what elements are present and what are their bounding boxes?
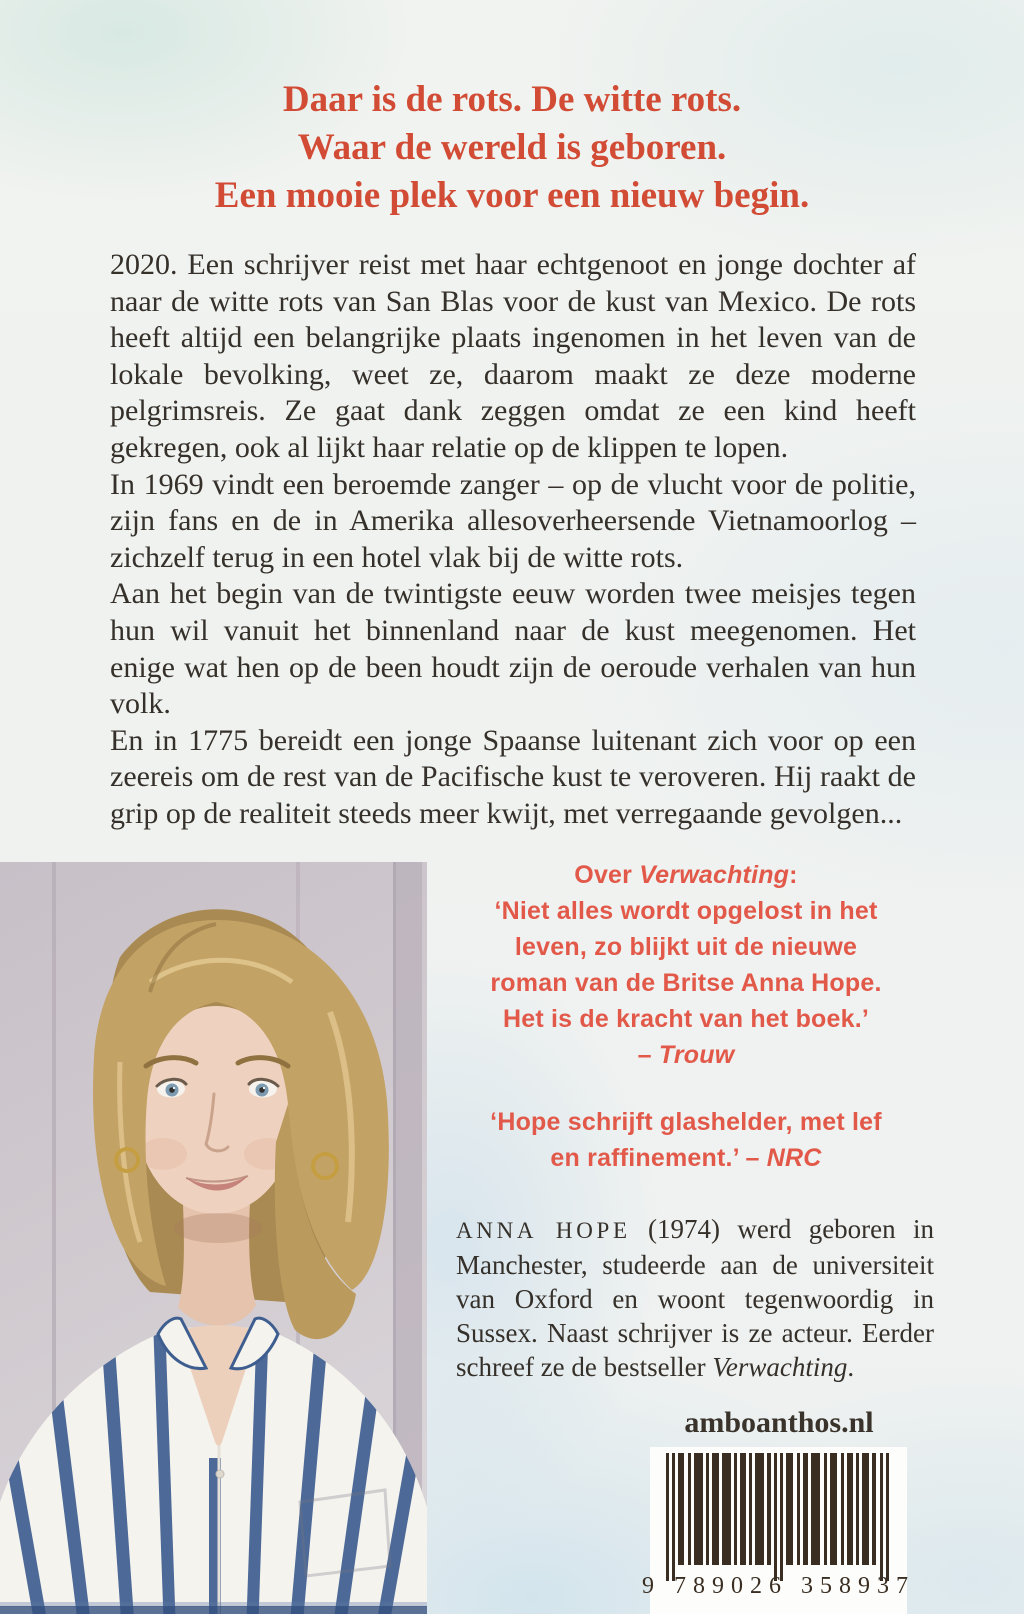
trouw-attribution: – Trouw (637, 1041, 735, 1069)
press-quotes (436, 857, 936, 1176)
nrc-quote-attribution: en raffinement.’ – NRC (550, 1144, 822, 1172)
nrc-quote-line: ‘Hope schrijft glashelder, met lef (490, 1108, 882, 1136)
quotes-spacer (436, 1073, 936, 1104)
barcode (642, 1447, 915, 1614)
author-bio: ANNA HOPE (1974) werd geboren in Manchester, studeerde aan de universiteit van Oxford en woont tegenwoordig in Sussex. Naast schrijver is ze acteur. Eerder schreef ze de bestseller Verwachting. (456, 1214, 934, 1382)
trouw-quote-line: leven, zo blijkt uit de nieuwe (514, 933, 858, 961)
author-photo (0, 862, 427, 1614)
author-name: ANNA HOPE (456, 1218, 631, 1243)
tagline-line-1: Daar is de rots. De witte rots. (282, 79, 742, 120)
trouw-quote-line: roman van de Britse Anna Hope. (490, 969, 882, 997)
trouw-quote-line: Het is de kracht van het boek.’ (502, 1005, 870, 1033)
tagline-line-3: Een mooie plek voor een nieuw begin. (214, 175, 810, 216)
synopsis-paragraph: En in 1775 bereidt een jonge Spaanse luitenant zich voor op een zeereis om de rest van de Pacifische kust te veroveren. Hij raakt de grip op de realiteit steeds meer kwijt, met verregaande gevolgen... (110, 723, 916, 830)
barcode-digits: 9 789026 358937 (642, 1573, 915, 1599)
trouw-quote-line: ‘Niet alles wordt opgelost in het (494, 897, 878, 925)
publisher-website: amboanthos.nl (684, 1406, 874, 1439)
bio-text: werd geboren in Manchester, studeerde aan de universiteit van Oxford en woont tegenwoordig in Sussex. Naast schrijver is ze acteur. Eerder schreef ze de bestseller (456, 1214, 934, 1382)
quotes-heading: Over Verwachting: (574, 861, 798, 889)
synopsis-paragraph: 2020. Een schrijver reist met haar echtgenoot en jonge dochter af naar de witte rots van San Blas voor de kust van Mexico. De rots heeft altijd een belangrijke plaats ingenomen in het leven van de lokale bevolking, weet ze, daarom maakt ze deze moderne pelgrimsreis. Ze gaat dank zeggen omdat ze een kind heeft gekregen, ook al lijkt haar relatie op de klippen te lopen. (110, 248, 916, 464)
tagline-line-2: Waar de wereld is geboren. (297, 127, 727, 168)
bio-book-title: Verwachting (712, 1352, 848, 1382)
cover-tagline (0, 76, 1024, 220)
synopsis-paragraph: Aan het begin van de twintigste eeuw worden twee meisjes tegen hun wil vanuit het binnenland naar de kust meegenomen. Het enige wat hen op de been houdt zijn de oeroude verhalen van hun volk. (110, 577, 916, 721)
synopsis-text (110, 247, 916, 833)
author-birth-year: (1974) (630, 1214, 738, 1244)
synopsis-paragraph: In 1969 vindt een beroemde zanger – op de vlucht voor de politie, zijn fans en de in Amerika allesoverheersende Vietnamoorlog – zichzelf terug in een hotel vlak bij de witte rots. (110, 467, 916, 574)
